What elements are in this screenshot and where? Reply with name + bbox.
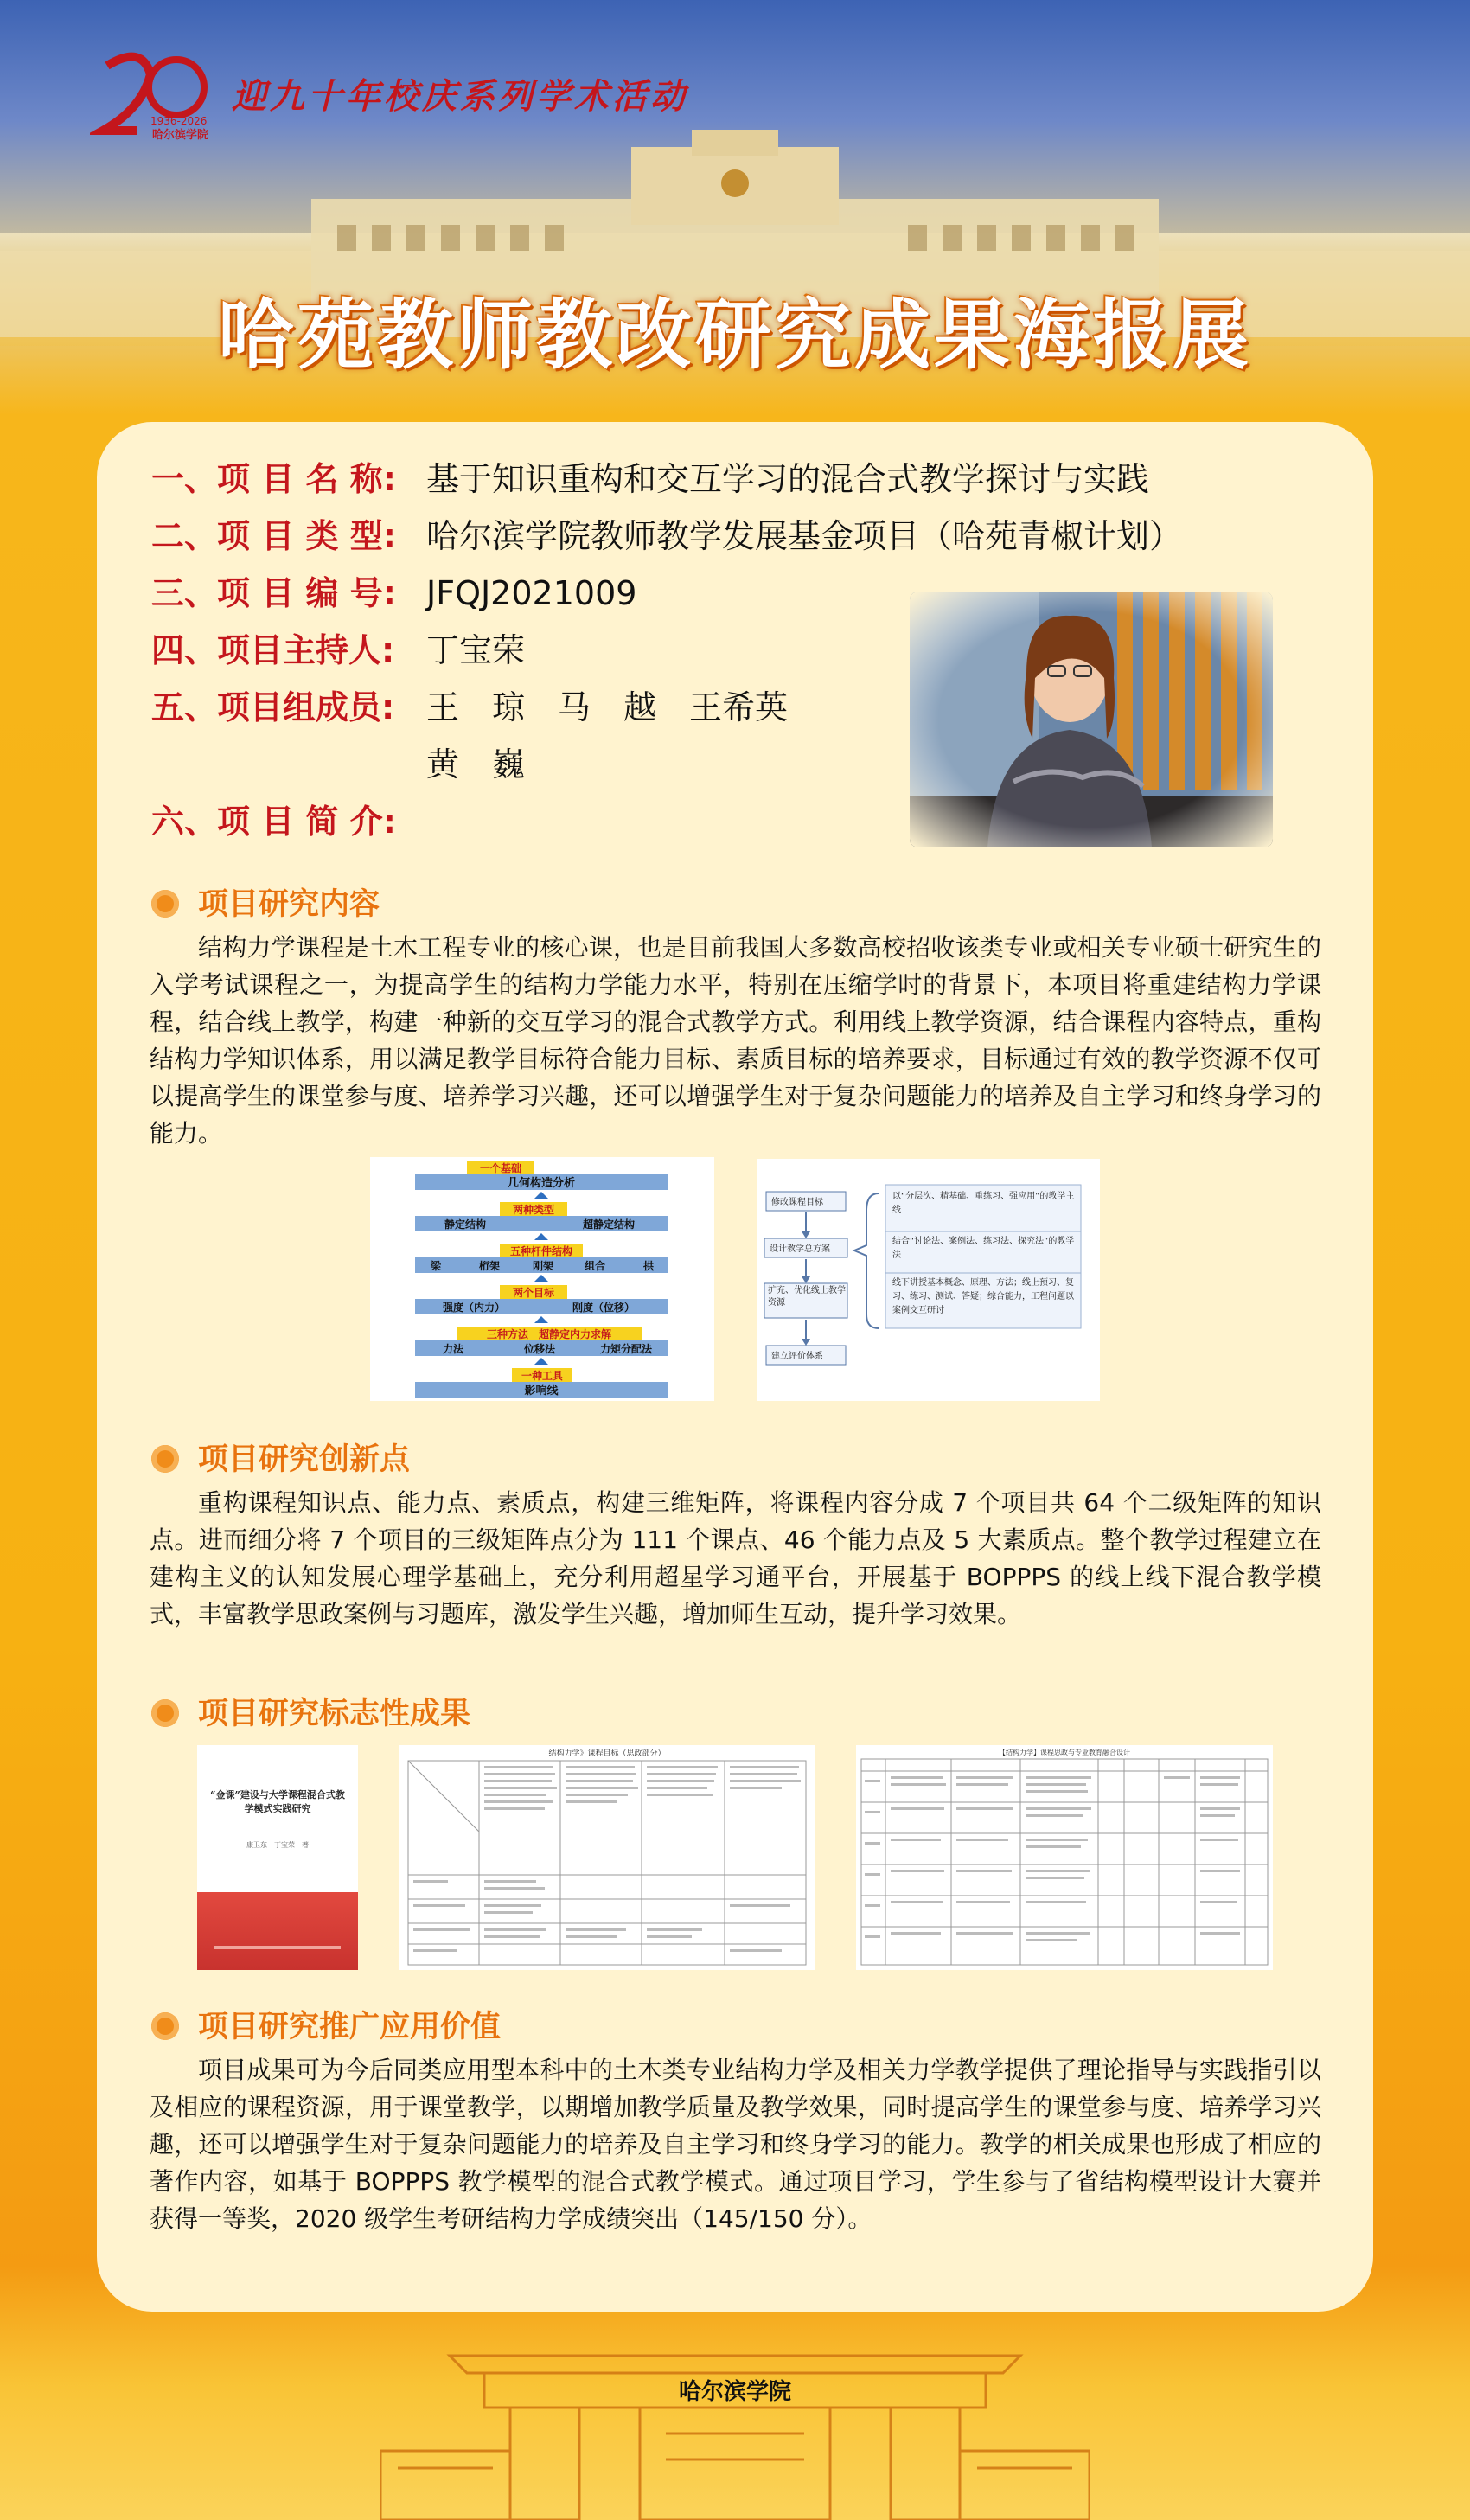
book-cover-image (197, 1745, 358, 1970)
svg-text:几何构造分析: 几何构造分析 (507, 1177, 576, 1190)
poster-title: 哈苑教师教改研究成果海报展 (217, 291, 1252, 380)
svg-text:刚度（位移）: 刚度（位移） (572, 1302, 636, 1314)
book-authors: 康卫东 丁宝荣 著 (246, 1841, 309, 1849)
svg-text:超静定结构: 超静定结构 (582, 1218, 636, 1231)
svg-text:力矩分配法: 力矩分配法 (599, 1343, 653, 1355)
bullet-dot-icon (151, 2012, 179, 2040)
info-row-type: 二、项 目 类 型: 哈尔滨学院教师教学发展基金项目（哈苑青椒计划） (151, 517, 1183, 555)
svg-text:一个基础: 一个基础 (479, 1162, 522, 1174)
curriculum-design-table-image (856, 1745, 1273, 1970)
svg-text:设计教学总方案: 设计教学总方案 (770, 1244, 830, 1254)
footer-school-name: 哈尔滨学院 (678, 2379, 792, 2405)
info-row-members: 五、项目组成员: 王 琼 马 越 王希英 (151, 688, 789, 726)
section-heading-application: 项目研究推广应用价值 (151, 2003, 501, 2046)
svg-text:刚架: 刚架 (532, 1260, 554, 1272)
book-title: “金课”建设与大学课程混合式教学模式实践研究 (210, 1789, 345, 1814)
section-heading-innovation: 项目研究创新点 (151, 1436, 410, 1479)
svg-text:1936-2026: 1936-2026 (150, 115, 208, 127)
svg-text:一种工具: 一种工具 (521, 1370, 564, 1382)
curriculum-goal-table-image (399, 1745, 815, 1970)
svg-text:建立评价体系: 建立评价体系 (771, 1352, 823, 1361)
info-row-code: 三、项 目 编 号: JFQJ2021009 (151, 574, 637, 612)
teaching-design-flowchart: 修改课程目标 设计教学总方案 扩充、优化线上教学资源 建立评价体系 以“分层次、精基础、重练习、强应用”的教学主线 结合“讨论法、案例法、练习法、探究法”的教学法 线下讲授基本概念、原理、方法；线上预习、复习、练习、测试、答疑；综合能力，工程问题以案例交互研讨 (757, 1159, 1100, 1401)
svg-text:哈尔滨学院: 哈尔滨学院 (152, 129, 209, 142)
knowledge-structure-diagram (370, 1157, 714, 1401)
leader-photo (910, 592, 1273, 847)
svg-text:五种杆件结构: 五种杆件结构 (509, 1245, 573, 1257)
svg-text:力法: 力法 (442, 1343, 464, 1355)
svg-text:修改课程目标: 修改课程目标 (771, 1198, 823, 1207)
innovation-paragraph: 重构课程知识点、能力点、素质点，构建三维矩阵，将课程内容分成 7 个项目共 64 个二级矩阵的知识点。进而细分将 7 个项目的三级矩阵点分为 111 个课点、46 个能力点及 5 大素质点。整个教学过程建立在建构主义的认知发展心理学基础上，充分利用超星学习通平台，开展基于 BOPPPS 的线上线下混合教学模式，丰富教学思政案例与习题库，激发学生兴趣，增加师生互动，提升学习效果。 (150, 1488, 1321, 1628)
svg-text:强度（内力）: 强度（内力） (442, 1302, 506, 1314)
svg-text:结构力学》课程目标（思政部分）: 结构力学》课程目标（思政部分） (548, 1749, 666, 1758)
application-paragraph: 项目成果可为今后同类应用型本科中的土木类专业结构力学及相关力学教学提供了理论指导与实践指引以及相应的课程资源，用于课堂教学，以期增加教学质量及教学效果，同时提高学生的课堂参与度、培养学习兴趣，还可以增强学生对于复杂问题能力的培养及自主学习和终身学习的能力。教学的相关成果也形成了相应的著作内容，如基于 BOPPPS 教学模型的混合式教学模式。通过项目学习，学生参与了省结构模型设计大赛并获得一等奖，2020 级学生考研结构力学成绩突出（145/150 分）。 (150, 2056, 1321, 2233)
svg-text:组合: 组合 (584, 1260, 606, 1272)
svg-text:桁架: 桁架 (478, 1260, 501, 1272)
info-row-name: 一、项 目 名 称: 基于知识重构和交互学习的混合式教学探讨与实践 (151, 460, 1150, 498)
info-row-members-cont: 黄 巍 (426, 745, 526, 784)
svg-text:两种类型: 两种类型 (512, 1204, 555, 1216)
school-logo (90, 48, 220, 144)
svg-text:影响线: 影响线 (524, 1385, 559, 1398)
section-heading-results: 项目研究标志性成果 (151, 1690, 470, 1733)
slogan: 迎九十年校庆系列学术活动 (232, 76, 688, 117)
content-paragraph: 结构力学课程是土木工程专业的核心课，也是目前我国大多数高校招收该类专业或相关专业硕士研究生的入学考试课程之一，为提高学生的结构力学能力水平，特别在压缩学时的背景下，本项目将重建结构力学课程，结合线上教学，构建一种新的交互学习的混合式教学方式。利用线上教学资源，结合课程内容特点，重构结构力学知识体系，用以满足教学目标符合能力目标、素质目标的培养要求，目标通过有效的教学资源不仅可以提高学生的课堂参与度、培养学习兴趣，还可以增强学生对于复杂问题能力的培养及自主学习和终身学习的能力。 (150, 933, 1321, 1148)
bullet-dot-icon (151, 1699, 179, 1727)
svg-text:两个目标: 两个目标 (512, 1287, 555, 1299)
bullet-dot-icon (151, 890, 179, 918)
school-gate-footer (380, 2321, 1090, 2520)
info-row-intro: 六、项 目 简 介: (151, 803, 396, 841)
svg-text:静定结构: 静定结构 (444, 1218, 487, 1231)
svg-text:位移法: 位移法 (523, 1343, 556, 1355)
svg-text:【结构力学】课程思政与专业教育融合设计: 【结构力学】课程思政与专业教育融合设计 (999, 1749, 1130, 1756)
section-heading-content: 项目研究内容 (151, 880, 380, 924)
svg-text:拱: 拱 (642, 1260, 655, 1272)
info-row-leader: 四、项目主持人: 丁宝荣 (151, 631, 526, 669)
svg-text:三种方法 超静定内力求解: 三种方法 超静定内力求解 (486, 1328, 612, 1340)
bullet-dot-icon (151, 1445, 179, 1473)
svg-text:梁: 梁 (430, 1260, 442, 1272)
